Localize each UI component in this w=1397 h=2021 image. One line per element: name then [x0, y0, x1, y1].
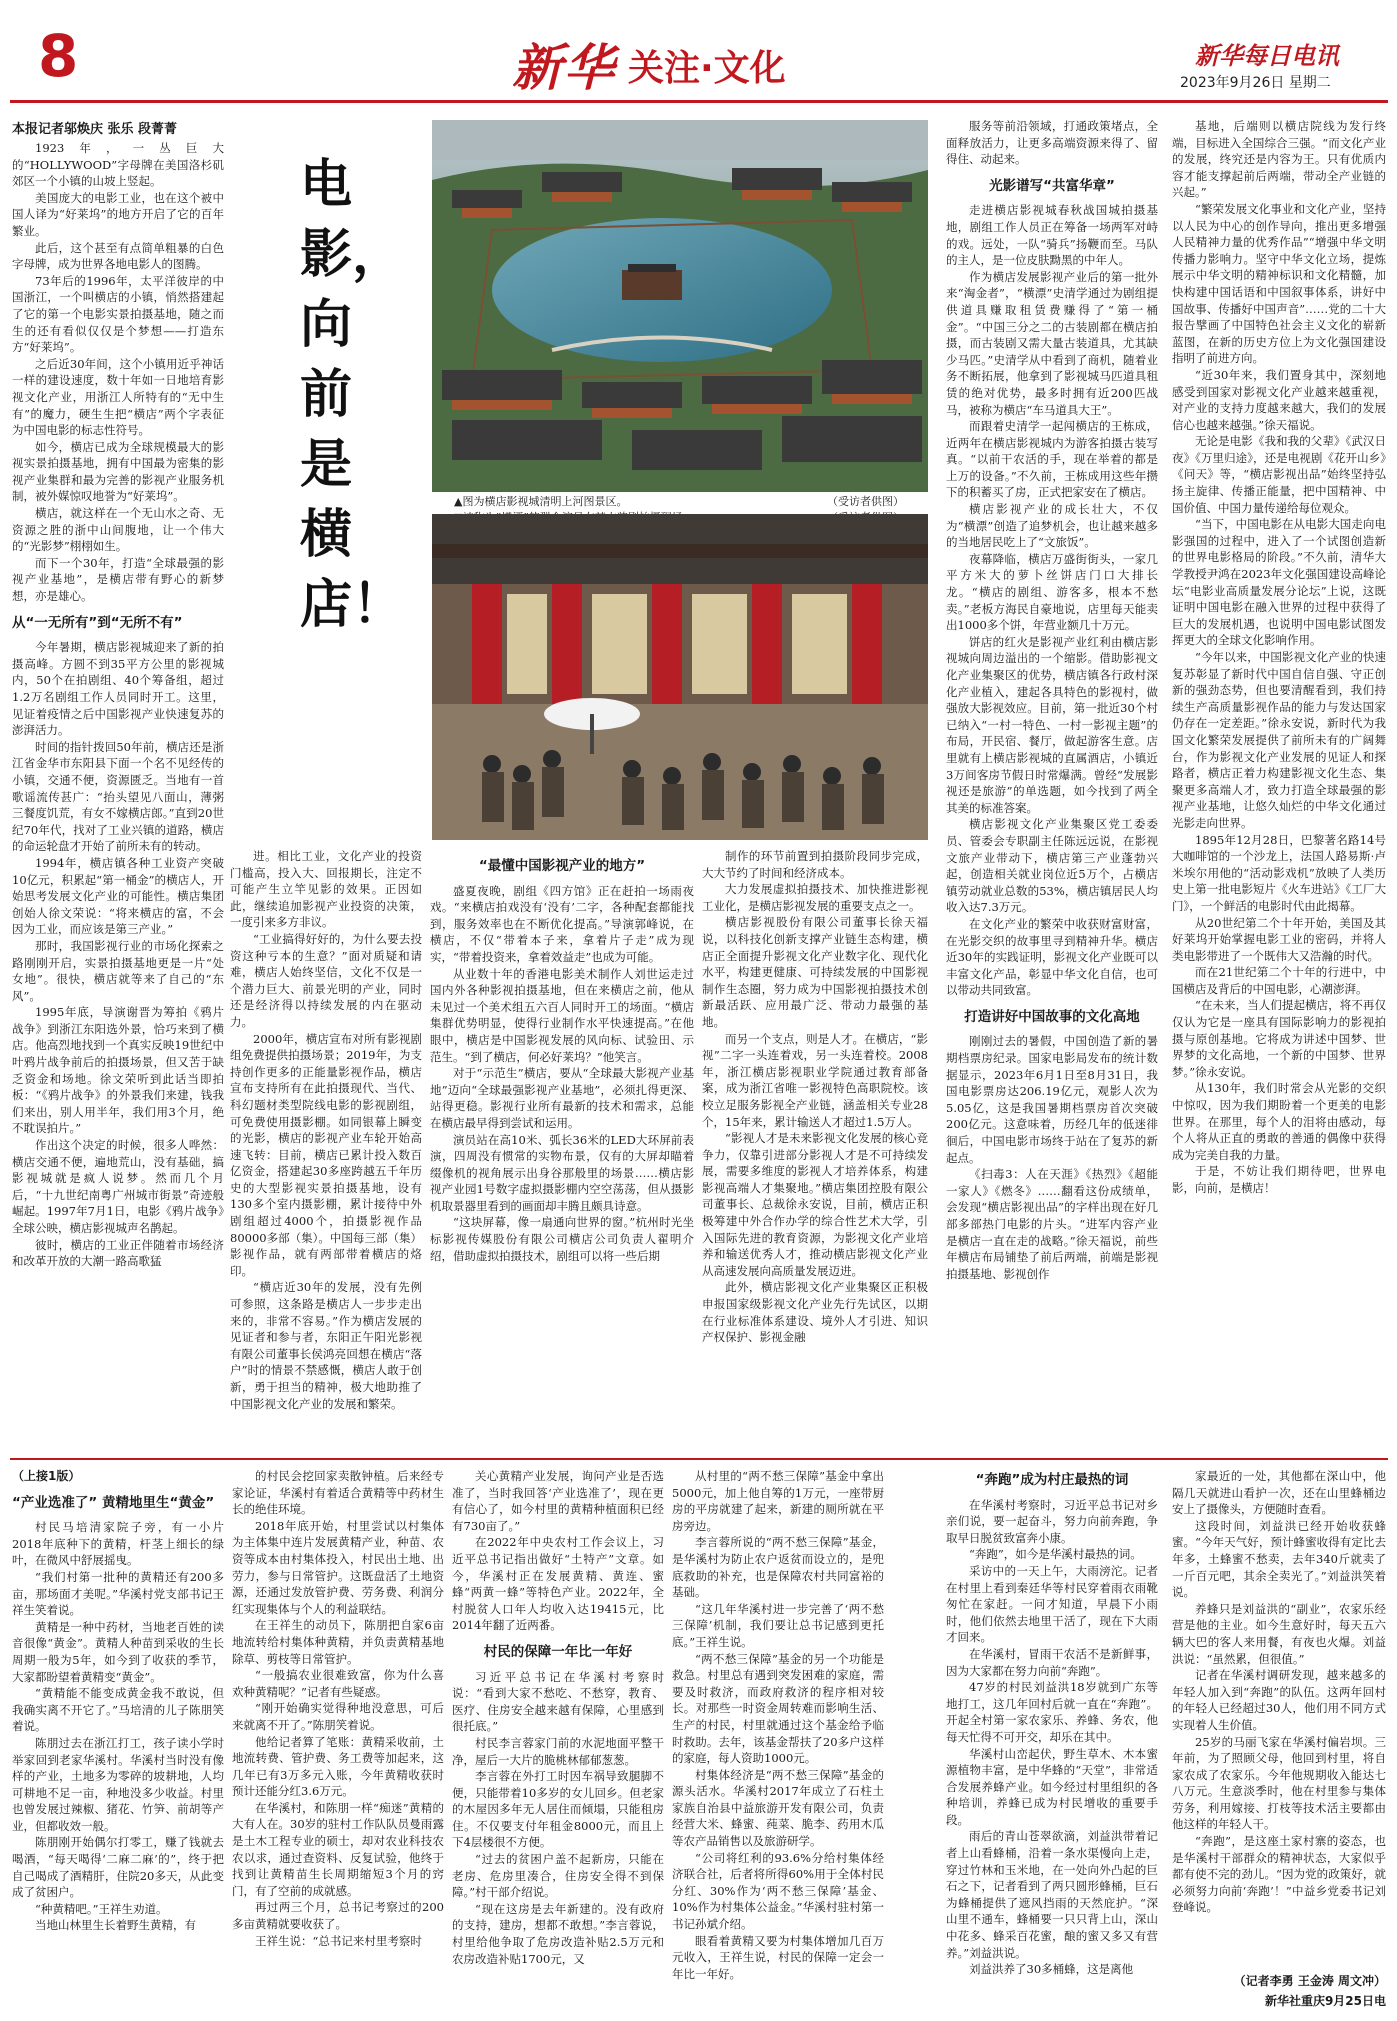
paragraph: “过去的贫困户盖不起新房，只能在老房、危房里凑合，住房安全得不到保障。”村干部介绍说。 [452, 1852, 664, 1900]
paragraph: 无论是电影《我和我的父辈》《武汉日夜》《万里归途》，还是电视剧《花开山乡》《问天》等，“横店影视出品”始终坚持弘扬主旋律、传播正能量，把中国精神、中国价值、中国力量传递给每位观众。 [1172, 434, 1386, 515]
paragraph: 制作的环节前置到拍摄阶段同步完成，大大节约了时间和经济成本。 [702, 849, 928, 880]
paragraph: “我们村第一批种的黄精还有200多亩，那场面才美呢。”华溪村党支部书记王祥生笑着说。 [12, 1569, 224, 1618]
paragraph: 刚刚过去的暑假，中国创造了新的暑期档票房纪录。国家电影局发布的统计数据显示，2023年6月1日至8月31日，我国电影票房达206.19亿元，观影人次为5.05亿，这是我国暑期档票房首次突破200亿元。这意味着，历经几年的低迷徘徊后，中国电影市场终于站在了复苏的新起点。 [946, 1034, 1158, 1165]
paragraph: “这几年华溪村进一步完善了‘两不愁三保障’机制，我们要让总书记感到更托底。”王祥生说。 [672, 1601, 884, 1649]
paragraph: 从130年，我们时常会从光影的交织中惊叹，因为我们期盼着一个更美的电影世界。在那里，每个人的泪将由感动，每个人将从正直的勇敢的善通的偶像中获得成为完美自我的力量。 [1172, 1081, 1386, 1162]
paragraph: 在2022年中央农村工作会议上，习近平总书记指出做好“土特产”文章。如今，华溪村正在发展黄精、黄连、蜜蜂“两黄一蜂”等特色产业。2022年，全村脱贫人口年人均收入达19415元，比2014年翻了近两番。 [452, 1535, 664, 1633]
article-column-3 [430, 848, 694, 1448]
bottom-column-2 [232, 1468, 444, 2016]
film-set-photo [432, 514, 928, 840]
caption-credit: （受访者供图） [827, 495, 904, 508]
paragraph: 的村民会挖回家卖散钟植。后来经专家论证，华溪村有着适合黄精等中药材生长的绝佳环境。 [232, 1469, 444, 1517]
paragraph: 横店影视股份有限公司董事长徐天福说，以科技化创新支撑产业链生态构建，横店正全面提升影视文化产业数字化、现代化水平，构建更健康、可持续发展的中国影视制作生态圈，努力成为中国影视拍摄技术创新最活跃、应用最广泛、带动力最强的基地。 [702, 915, 928, 1029]
paragraph: “在未来，当人们提起横店，将不再仅仅认为它是一座具有国际影响力的影视拍摄与原创基地。它将成为讲述中国梦、世界梦的文化高地，一个新的中国梦、世界梦。”徐永安说。 [1172, 998, 1386, 1079]
paragraph: 夜幕降临，横店万盛街街头，一家几平方米大的萝卜丝饼店门口大排长龙。“横店的剧组、游客多，根本不愁卖。”老板方海民自豪地说，店里每天能卖出1000多个饼，年营业额几十万元。 [946, 551, 1158, 633]
paragraph: “奔跑”，是这座土家村寨的姿态，也是华溪村干部群众的精神状态，大家似乎都有使不完的劲儿。“因为党的政策好，就必须努力向前‘奔跑’！”中益乡党委书记刘登峰说。 [1172, 1834, 1386, 1915]
paragraph: “影视人才是未来影视文化发展的核心竞争力，仅靠引进部分影视人才是不可持续发展，需要多维度的影视人才培养体系，构建影视高端人才集聚地。”横店集团控股有限公司董事长、总裁徐永安说，目前，横店正积极筹建中外合作办学的综合性艺术大学，引入国际先进的教育资源，为影视文化产业培养和输送优秀人才，推动横店影视文化产业从高速发展向高质量发展迈进。 [702, 1131, 928, 1278]
paragraph: “繁荣发展文化事业和文化产业，坚持以人民为中心的创作导向，推出更多增强人民精神力量的优秀作品”“增强中华文明传播力影响力。坚守中华文化立场，提炼展示中华文明的精神标识和文化精髓，加快构建中国话语和中国叙事体系，讲好中国故事、传播好中国声音”……党的二十大报告擘画了中国特色社会主义文化的崭新蓝图，在新的历史方位上为文化强国建设指明了前进方向。 [1172, 201, 1386, 366]
masthead-rule [10, 100, 1388, 103]
paragraph: 《扫毒3：人在天涯》《热烈》《超能一家人》《燃冬》……翻看这份成绩单，会发现“横店影视出品”的字样出现在好几部多部热门电影的片头。“进军内容产业是横店一直在走的战略。”徐天福说，前些年横店布局铺垫了前后两端，前端是影视拍摄基地、影视创作 [946, 1167, 1158, 1281]
paragraph: 眼看着黄精又要为村集体增加几百万元收入，王祥生说，村民的保障一定会一年比一年好。 [672, 1933, 884, 1981]
paragraph: 养蜂只是刘益洪的“副业”，农家乐经营是他的主业。如今生意好时，每天五六辆大巴的客人来用餐，有夜也火爆。刘益洪说：“虽然累，但很值。” [1172, 1601, 1386, 1666]
paragraph: 在华溪村，冒雨干农活不是新鲜事，因为大家都在努力向前“奔跑”。 [946, 1646, 1158, 1678]
paragraph: 服务等前沿领域，打通政策堵点，全面释放活力，让更多高端资源来得了、留得住、动起来。 [946, 119, 1158, 167]
paragraph: 在王祥生的动员下，陈朋把自家6亩地流转给村集体种黄精，并负责黄精基地除草、剪枝等日常管护。 [232, 1618, 444, 1666]
paragraph: 村集体经济是“两不愁三保障”基金的源头活水。华溪村2017年成立了石柱土家族自治县中益旅游开发有限公司，负责经营大米、蜂蜜、莼菜、脆李、药用木瓜等农产品销售以及旅游研学。 [672, 1767, 884, 1849]
paragraph: 黄精是一种中药材，当地老百姓的读音很像“黄金”。黄精人种苗到采收的生长周期一般为5年，如今到了收获的季节，大家都盼望着黄精变“黄金”。 [12, 1619, 224, 1684]
paragraph: 在文化产业的繁荣中收获财富财富，在光影交织的故事里寻到精神升华。横店近30年的实践证明，影视文化产业既可以丰富文化产品，彰显中华文化自信，也可以带动共同致富。 [946, 916, 1158, 998]
paragraph: 1923年，一丛巨大的“HOLLYWOOD”字母牌在美国洛杉矶郊区一个小镇的山坡上竖起。 [12, 141, 224, 189]
reporter-credit: （记者李勇 王金涛 周文冲） [1233, 1974, 1386, 1988]
paragraph: 这段时间，刘益洪已经开始收获蜂蜜。“今年天气好，预计蜂蜜收得有定比去年多，土蜂蜜不愁卖，去年340斤就卖了一斤百元吧，其余全卖光了。”刘益洪笑着说。 [1172, 1518, 1386, 1600]
headline: 电影，向前是横店！ [300, 155, 405, 635]
paragraph: “两不愁三保障”基金的另一个功能是救急。村里总有遇到突发困难的家庭，需要及时救济，而政府救济的程序相对较长。对那些一时资金周转难而影响生活、生产的村民，村里就通过这个基金给予临时救助。去年，该基金帮扶了20多户这样的家庭，每人资助1000元。 [672, 1651, 884, 1766]
paragraph: 大力发展虚拟拍摄技术、加快推进影视工业化，是横店影视发展的重要支点之一。 [702, 882, 928, 913]
paragraph: 雨后的青山苍翠欲滴，刘益洪带着记者上山看蜂桶，沿着一条水渠慢向上走，穿过竹林和玉米地，在一处向外凸起的巨石之下，记者看到了两只圆形蜂桶，巨石为蜂桶提供了遮风挡雨的天然庇护。“深山里不通车，蜂桶要一只只背上山，深山中花多、蜂采百花蜜，酿的蜜又多又有营养。”刘益洪说。 [946, 1829, 1158, 1960]
brand-name: 新华每日电讯 [1195, 41, 1339, 70]
paragraph: 那时，我国影视行业的市场化探索之路刚刚开启，实景拍摄基地更是一片“处女地”。很快，横店就等来了自己的“东风”。 [12, 938, 224, 1003]
section-title: 关注·文化 [628, 48, 786, 89]
paragraph: 从业数十年的香港电影美术制作人刘世运走过国内外各种影视拍摄基地，但在来横店之前，他从未见过一个美术组五六百人同时开工的场面。“横店集群优势明显，使得行业制作水平快速提高。”在他眼中，横店是中国影视发展的风向标、试验田、示范生。“到了横店，何必好莱坞？”他笑言。 [430, 966, 694, 1064]
article-column-6 [1172, 118, 1386, 1450]
paragraph: 记者在华溪村调研发现，越来越多的年轻人加入到“奔跑”的队伍。这两年回村的年轻人已经超过30人，他们用不同方式实现着人生价值。 [1172, 1668, 1386, 1732]
caption-line [454, 494, 904, 510]
paragraph: 走进横店影视城春秋战国城拍摄基地，剧组工作人员正在筹备一场两军对峙的戏。远处，一队“骑兵”扬鞭而至。马队的主人，是一位皮肤黝黑的中年人。 [946, 203, 1158, 268]
paragraph: “一般搞农业很难致富，你为什么喜欢种黄精呢？”记者有些疑惑。 [232, 1668, 444, 1699]
page-number: 8 [38, 22, 79, 90]
paragraph: “今年以来，中国影视文化产业的快速复苏彰显了新时代中国自信自强、守正创新的强劲态势，但也要清醒看到，我们持续生产高质量影视作品的能力与发达国家仍存在一定差距。”徐永安说，新时代为我国文化繁荣发展提供了前所未有的广阔舞台，作为影视文化产业发展的见证人和探路者，横店正着力构建影视文化生态、集聚更多高端人才，致力打造全球最强的影视产业基地，让悠久灿烂的中华文化通过光影走向世界。 [1172, 650, 1386, 830]
paragraph: 此外，横店影视文化产业集聚区正积极申报国家级影视文化产业先行先试区，以期在行业标准体系建设、境外人才引进、知识产权保护、影视金融 [702, 1280, 928, 1345]
paragraph: “当下，中国电影在从电影大国走向电影强国的过程中，进入了一个试图创造新的世界电影格局的阶段。”不久前，清华大学教授尹鸿在2023年文化强国建设高峰论坛“电影业高质量发展分论坛”上说，这既证明中国电影在融入世界的过程中获得了巨大的发展机遇，也说明中国电影试图发挥更大的全球文化影响作用。 [1172, 517, 1386, 648]
caption-text: ▲图为横店影视城清明上河图景区。 [454, 495, 628, 508]
paragraph: 习近平总书记在华溪村考察时说：“看到大家不愁吃、不愁穿，教育、医疗、住房安全越来越有保障，心里感到很托底。” [452, 1669, 664, 1734]
paragraph: 刘益洪养了30多桶蜂，这是离他 [969, 1962, 1134, 1977]
paragraph: 家最近的一处，其他都在深山中，他隔几天就进山看护一次，还在山里蜂桶边安上了摄像头，方便随时查看。 [1172, 1469, 1386, 1517]
paragraph: 进。相比工业，文化产业的投资门槛高，投入大、回报期长，注定不可能产生立竿见影的效果。正因如此，继续追加影视产业投资的决策，一度引来多方非议。 [230, 849, 422, 930]
subheading: “最懂中国影视产业的地方” [478, 858, 646, 874]
article-column-1 [12, 140, 224, 1450]
paragraph: 盛夏夜晚，剧组《四方馆》正在赶拍一场雨夜戏。“来横店拍戏没有‘没有’二字，各种配套都能找到，服务效率也在不断优化提高。”导演郭峰说，在横店，不仅“带着本子来，拿着片子走”成为现实，“带着投资来，拿着效益走”也成为可能。 [430, 883, 694, 964]
paragraph: 华溪村山峦起伏，野生草木、木本蜜源植物丰富，是中华蜂的“天堂”，非常适合发展养蜂产业。如今经过村里组织的各种培训，养蜂已成为村民增收的重要手段。 [946, 1746, 1158, 1827]
subheading: 从“一无所有”到“无所不有” [12, 614, 183, 631]
subheading: 打造讲好中国故事的文化高地 [964, 1008, 1140, 1025]
paragraph: “黄精能不能变成黄金我不敢说，但我确实离不开它了。”马培清的儿子陈朋笑着说。 [12, 1686, 224, 1734]
paragraph: 时间的指针拨回50年前，横店还是浙江省金华市东阳县下面一个名不见经传的小镇，交通不便，资源匮乏。当地有一首歌谣流传甚广：“抬头望见八面山，薄粥三餐度饥荒，有女不嫁横店郎。”直到20世纪70年代，找对了工业兴镇的道路，横店的命运轮盘才开始了前所未有的转动。 [12, 739, 224, 854]
paragraph: 演员站在高10米、弧长36米的LED大环屏前表演，四周没有惯常的实物布景，仅有的大屏却瞄着缀像机的视角展示出身谷那般里的场景……横店影视产业园1号数字虚拟摄影棚内空空荡荡，但从摄影机取景器里看到的画面却丰腾且颇具诗意。 [430, 1132, 694, 1213]
paragraph: 而另一个支点，则是人才。在横店，“影视”二字一头连着戏，另一头连着校。2008年，浙江横店影视职业学院通过教育部备案，成为浙江省唯一影视特色高职院校。该校立足服务影视全产业链，涵盖相关专业28个，15年来，累计输送人才超过1.5万人。 [702, 1031, 928, 1129]
paragraph: “种黄精吧。”王祥生劝道。 [35, 1901, 168, 1916]
paragraph: “近30年来，我们置身其中，深刻地感受到国家对影视文化产业越来越重视，对产业的支持力度越来越大，我们的发展信心也越来越强。”徐天福说。 [1172, 367, 1386, 432]
paragraph: 2018年底开始，村里尝试以村集体为主体集中连片发展黄精产业，种苗、农资等成本由村集体投入，村民出土地、出劳力，参与日常管护。这既盘活了土地资源，还通过发放管护费、劳务费、利润分红实现集体与个人的利益联结。 [232, 1518, 444, 1616]
paragraph: 当地山林里生长着野生黄精，有 [35, 1918, 196, 1933]
subheading: “产业选准了” 黄精地里生“黄金” [12, 1494, 215, 1511]
paragraph: 1995年底，导演谢晋为筹拍《鸦片战争》到浙江东阳选外景，恰巧来到了横店。他高烈地找到一个真实反映19世纪中叶鸦片战争前后的拍摄场景，但又苦于缺乏资金和场地。徐文荣听到此话当即拍板：“《鸦片战争》的外景我们来建，钱我们来出，别人用半年，我们用3个月，绝不耽误拍片。” [12, 1005, 224, 1136]
subheading: “奔跑”成为村庄最热的词 [975, 1472, 1129, 1488]
paragraph: “公司将红利的93.6%分给村集体经济联合社，后者将所得60%用于全体村民分红、30%作为‘两不愁三保障’基金、10%作为村集体公益金。”华溪村驻村第一书记孙斌介绍。 [672, 1850, 884, 1932]
paragraph: 而在21世纪第二个十年的行进中，中国横店及背后的中国电影，心潮澎湃。 [1172, 965, 1386, 996]
paragraph: 采访中的一天上午，大雨滂沱。记者在村里上看到秦廷华等村民穿着雨衣雨靴匆忙在家赶。一问才知道，早晨下小雨时，他们依然去地里干活了，现在下大雨才回来。 [946, 1563, 1158, 1645]
bottom-column-3 [452, 1468, 664, 2016]
paragraph: 25岁的马丽飞家在华溪村偏岩坝。三年前，为了照顾父母，他回到村里，将自家农成了农家乐。今年他规期收入能达七八万元。生意淡季时，他在村里参与集体劳务，利用嫁接、打枝等技术活主要都由他这样的年轻人干。 [1172, 1734, 1386, 1832]
continued-note: （上接1版） [12, 1469, 81, 1483]
paragraph: 从村里的“两不愁三保障”基金中拿出5000元，加上他自筹的1万元，一座带厨房的平房就建了起来，新建的厕所就在平房旁边。 [672, 1469, 884, 1533]
paragraph: 之后近30年间，这个小镇用近乎神话一样的建设速度，数十年如一日地培育影视文化产业，用浙江人所特有的“无中生有”的魔力，硬生生把“横店”两个字表征为中国电影的标志性符号。 [12, 356, 224, 438]
section-divider [10, 1458, 1388, 1460]
article-column-2 [230, 848, 422, 1448]
paragraph: 从20世纪第二个十年开始，美国及其好莱坞开始掌握电影工业的密码，并将人类电影带进了一个既伟大又浩瀚的时代。 [1172, 915, 1386, 963]
paragraph: 基地，后端则以横店院线为发行终端，目标进入全国综合三强。“而文化产业的发展，终究还是内容为王。只有优质内容才能支撑起前后两端，带动全产业链的兴起。” [1172, 119, 1386, 200]
paragraph: 今年暑期，横店影视城迎来了新的拍摄高峰。方圆不到35平方公里的影视城内，50个在拍剧组、40个筹备组，超过1.2万名剧组工作人员同时开工。这里，见证着疫情之后中国影视产业快速复苏的澎湃活力。 [12, 640, 224, 738]
paragraph: “横店近30年的发展，没有先例可参照，这条路是横店人一步步走出来的，非常不容易。”作为横店发展的见证者和参与者，东阳正午阳光影视有限公司董事长侯鸿亮回想在横店“落户”时的情景不禁感慨，横店人敢于创新，勇于担当的精神，极大地助推了中国影视文化产业的发展和繁荣。 [230, 1280, 422, 1411]
paragraph: 2000年，横店宣布对所有影视剧组免费提供拍摄场景；2019年，为支持创作更多的正能量影视作品，横店宣布支持所有在此拍摄现代、当代、科幻题材类型院线电影的影视剧组，可免费使用摄影棚。如同银幕上瞬变的光影，横店的影视产业车轮开始高速飞转：目前，横店已累计投入数百亿资金，搭建起30多座跨越五千年历史的大型影视实景拍摄基地，设有130多个室内摄影棚，累计接待中外剧组超过4000个，拍摄影视作品80000多部（集）。中国每三部（集）影视作品，就有两部带着横店的烙印。 [230, 1031, 422, 1278]
paragraph: “这块屏幕，像一扇通向世界的窗。”杭州时光坐标影视传媒股份有限公司横店公司负责人翟明介绍，借助虚拟拍摄技术，剧组可以将一些后期 [430, 1215, 694, 1263]
paragraph: 李言蓉所说的“两不愁三保障”基金，是华溪村为防止农户返贫而设立的，是兜底救助的补充，也是保障农村共同富裕的基础。 [672, 1535, 884, 1600]
film-set-illustration [432, 514, 928, 840]
dateline: 新华社重庆9月25日电 [1264, 1994, 1386, 2008]
bottom-column-5 [946, 1468, 1158, 2016]
paragraph: 陈朋刚开始偶尔打零工，赚了钱就去喝酒，“每天喝得‘二麻二麻’的”，终于把自己喝成了酒精肝，住院20多天，从此变成了贫困户。 [12, 1835, 224, 1900]
paragraph: 饼店的红火是影视产业红利由横店影视城向周边溢出的一个缩影。借助影视文化产业集聚区的优势，横店镇各行政村深化产业植入，建起各具特色的影视村，做强放大影视效应。目前，第一批近30个村已纳入“一村一特色、一村一影视主题”的布局，开民宿、餐厅，做起游客生意。店里就有上横店影视城的直属酒店，小镇近3万间客房节假日时常爆满。曾经“发展影视还是旅游”的单选题，如今找到了两全其美的标准答案。 [946, 634, 1158, 815]
paragraph: “现在这房是去年新建的。没有政府的支持，建房，想都不敢想。”李言蓉说，村里给他争取了危房改造补贴2.5万元和农房改造补贴1700元，又 [452, 1901, 664, 1966]
paragraph: 对于“示范生”横店，要从“全球最大影视产业基地”迈向“全球最强影视产业基地”，必须扎得更深、站得更稳。影视行业所有最新的技术和需求，总能在横店最早得到尝试和运用。 [430, 1066, 694, 1130]
paragraph: 李言蓉在外打工时因车祸导致腿脚不便，只能带着10多岁的女儿回乡。但老家的木屋因多年无人居住而倾塌，只能租房住。不仅要支付年租金8000元，而且上下4层楼很不方便。 [452, 1769, 664, 1850]
paragraph: “刚开始确实觉得种地没意思，可后来就离不开了。”陈朋笑着说。 [232, 1701, 444, 1732]
aerial-photo-illustration [432, 120, 928, 492]
paragraph: 于是，不妨让我们期待吧，世界电影，向前，是横店！ [1172, 1164, 1386, 1195]
paragraph: “奔跑”，如今是华溪村最热的词。 [969, 1547, 1142, 1562]
paragraph: 47岁的村民刘益洪18岁就到广东等地打工，这几年回村后就一直在“奔跑”。开起全村第一家农家乐、养蜂、务农，他每天忙得不可开交，却乐在其中。 [946, 1680, 1158, 1744]
paragraph: “工业搞得好好的，为什么要去投资这种亏本的生意？”面对质疑和请难，横店人始终坚信，文化不仅是一个潜力巨大、前景光明的产业，同时还是经济得以持续发展的内在驱动力。 [230, 931, 422, 1029]
bottom-column-4 [672, 1468, 884, 2016]
paragraph: 村民马培清家院子旁，有一小片2018年底种下的黄精，杆茎上细长的绿叶，在微风中舒展摇曳。 [12, 1520, 224, 1568]
paragraph: 王祥生说：“总书记来村里考察时 [255, 1933, 422, 1948]
paragraph: 如今，横店已成为全球规模最大的影视实景拍摄基地，拥有中国最为密集的影视产业集群和最为完善的影视产业服务机制，被外媒惊叹地誉为“好莱坞”。 [12, 439, 224, 504]
paragraph: 在华溪村，和陈朋一样“痴迷”黄精的大有人在。30岁的驻村工作队队员曼雨露是土木工程专业的硕士，却对农业科技农农以求，通过查资料、反复试验，他终于找到让黄精苗生长周期缩短3个月的窍门，有了空前的成就感。 [232, 1800, 444, 1898]
paragraph: 他给记者算了笔账：黄精采收前，土地流转费、管护费、务工费等加起来，这几年已有3万多元入账，今年黄精收获时预计还能分红3.6万元。 [232, 1734, 444, 1799]
paragraph: 在华溪村考察时，习近平总书记对乡亲们说，要一起奋斗，努力向前奔跑，争取早日脱贫致富奔小康。 [946, 1497, 1158, 1545]
paragraph: 此后，这个甚至有点简单粗暴的白色字母牌，成为世界各地电影人的图腾。 [12, 240, 224, 272]
paragraph: 美国庞大的电影工业，也在这个被中国人译为“好莱坞”的地方开启了它的百年繁业。 [12, 190, 224, 238]
paragraph: 1895年12月28日，巴黎著名路14号大咖啡馆的一个沙龙上，法国人路易斯·卢米埃尔用他的“活动影戏机”放映了人类历史上第一批电影短片《火车进站》《工厂大门》，一个鲜活的电影时代由此揭幕。 [1172, 832, 1386, 913]
bottom-column-6 [1172, 1468, 1386, 1968]
byline: 本报记者邬焕庆 张乐 段菁菁 [12, 122, 178, 137]
bottom-column-1 [12, 1468, 224, 2016]
issue-date: 2023年9月26日 星期二 [1180, 75, 1331, 91]
paragraph: 村民李言蓉家门前的水泥地面平整干净，屋后一大片的脆桃林郁郁葱葱。 [452, 1735, 664, 1767]
paragraph: 横店影视产业的成长壮大，不仅为“横漂”创造了追梦机会，也让越来越多的当地居民吃上了“文旅饭”。 [946, 502, 1158, 550]
paragraph: 彼时，横店的工业正伴随着市场经济和改革开放的大潮一路高歌猛 [12, 1237, 224, 1269]
article-column-4 [702, 848, 928, 1448]
paragraph: 而下一个30年，打造“全球最强的影视产业基地”，是横店带有野心的新梦想，亦是雄心。 [12, 555, 224, 604]
newspaper-logo: 新华 [512, 38, 616, 97]
paragraph: 关心黄精产业发展，询问产业是否选准了，当时我回答‘产业选准了’，现在更有信心了，如今村里的黄精种植面积已经有730亩了。” [452, 1469, 664, 1533]
aerial-photo [432, 120, 928, 492]
paragraph: 再过两三个月，总书记考察过的200多亩黄精就要收获了。 [232, 1900, 444, 1932]
paragraph: 横店，就这样在一个无山水之奇、无资源之胜的浙中山间腹地，让一个伟大的“光影梦”栩栩如生。 [12, 506, 224, 554]
paragraph: 作为横店发展影视产业后的第一批外来“淘金者”，“横漂”史清学通过为剧组提供道具赚取租赁费赚得了“第一桶金”。“中国三分之二的古装剧都在横店拍摄，而古装剧又需大量古装道具，尤其缺少马匹。”史清学从中看到了商机，随着业务不断拓展，他拿到了影视城马匹道具租赁的绝对优势，最多时拥有近200匹战马，被称为横店“车马道具大王”。 [946, 269, 1158, 417]
subheading: 光影谱写“共富华章” [989, 177, 1115, 194]
article-column-5 [946, 118, 1158, 1450]
paragraph: 而跟着史清学一起闯横店的王栋成，近两年在横店影视城内为游客拍摄古装写真。“以前干农活的手，现在举着的都是上万的设备。”不久前，王栋成用这些年攒下的积蓄买了房，正式把家安在了横店。 [946, 419, 1158, 500]
subheading: 村民的保障一年比一年好 [483, 1643, 633, 1660]
paragraph: 陈朋过去在浙江打工，孩子读小学时举家回到老家华溪村。华溪村当时没有像样的产业，土地多为零碎的坡耕地，人均可耕地不足一亩，种地没多少收益。村里也曾发展过辣椒、猪花、竹笋、前胡等产业，但都收效一般。 [12, 1735, 224, 1833]
paragraph: 73年后的1996年，太平洋彼岸的中国浙江，一个叫横店的小镇，悄然搭建起了它的第一个电影实景拍摄基地，随之而生的还有看似仅仅是个梦想——打造东方“好莱坞”。 [12, 273, 224, 355]
paragraph: 横店影视文化产业集聚区党工委委员、管委会专职副主任陈远远说，在影视文旅产业带动下，横店第三产业蓬勃兴起，创造相关就业岗位近5万个，占横店镇劳动就业总数的53%，横店镇居民人均收入达7.3万元。 [946, 817, 1158, 915]
paragraph: 作出这个决定的时候，很多人哗然：横店交通不便，遍地荒山，没有基础，搞影视城就是疯人说梦。然而几个月后，“十九世纪南粤广州城市街景”奇迹般崛起。1997年7月1日，电影《鸦片战争》全球公映，横店影视城声名鹊起。 [12, 1138, 224, 1235]
paragraph: 1994年，横店镇各种工业资产突破10亿元，积累起“第一桶金”的横店人，开始思考发展文化产业的可能性。横店集团创始人徐文荣说：“将来横店的富，不会因为工业，而应该是第三产业。” [12, 855, 224, 937]
